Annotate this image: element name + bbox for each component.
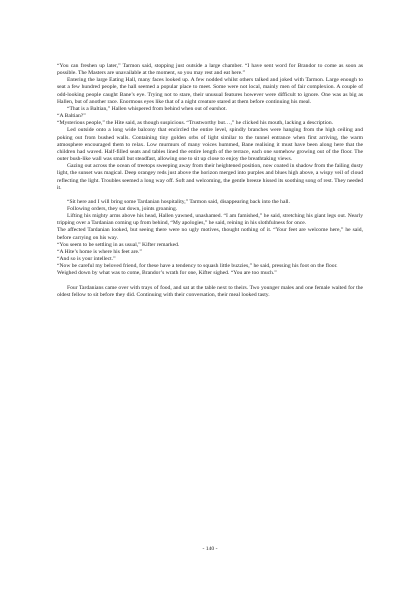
page-number: - 140 - — [202, 546, 218, 552]
paragraph: “Mysterious people,” the Hite said, as though suspicious. “Trustworthy but…,” he clicked his mouth, lacking a description. — [57, 120, 334, 127]
paragraph: Entering the large Eating Hall, many faces looked up. A few nodded whilst others talked and joked with Tarmon. Large enough to seat a few hundred people, the hall seemed a popular place to meet. Some were not local, mainly men of fair complexion. A couple of odd-looking people caught Bane’s eye. Trying not to stare, their unusual features however were difficult to ignore. One was as big as Hallen, but of another race. Enormous eyes like that of a night creature stared at them before continuing his meal. — [57, 77, 363, 105]
paragraph: “A Hite’s home is where his feet are.” — [57, 248, 142, 255]
paragraph: Led outside onto a long wide balcony that encircled the entire level, spindly branches were hanging from the high ceiling and poking out from bushed walls. Containing tiny golden orbs of light similar to the tunnel entrance when first arriving, the warm atmosphere encouraged them to relax. Low murmurs of many voices hummed, Bane realising it must have been along here that the children had waved. Half-filled seats and tables lined the entire length of the terrace, each one somehow growing out of the floor. The outer bush-like wall was small but steadfast, allowing one to sit up close to enjoy the breathtaking views. — [57, 127, 363, 163]
paragraph: “Sit here and I will bring some Tardanian hospitality,” Tarmon said, disappearing back into the hall. — [67, 198, 290, 205]
paragraph: “Now be careful my beloved friend, for these have a tendency to squash little buzzies,” he said, pressing his foot on the floor. — [57, 263, 338, 270]
paragraph: “You can freshen up later,” Tarmon said, stopping just outside a large chamber. “I have sent word for Brandor to come as soon as possible. The Masters are unavailable at the moment, so you may rest and eat here.” — [57, 63, 363, 77]
paragraph: “And so is your intellect.” — [57, 256, 116, 263]
paragraph: The affected Tardanian looked, but seeing there were no ugly motives, thought nothing of it. “Your feet are welcome here,” he said, before carrying on his way. — [57, 227, 363, 241]
paragraph: “That is a Baltian,” Hallen whispered from behind when out of earshot. — [67, 105, 227, 112]
paragraph: Following orders, they sat down, joints groaning. — [67, 205, 178, 212]
body-text — [57, 63, 363, 299]
paragraph: Gazing out across the ocean of treetops sweeping away from their heightened position, now coated in shadow from the failing dusty light, the sunset was magical. Deep orangey reds just above the horizon merged into purples and blues high above, a wispy veil of cloud reflecting the light. Troubles seemed a long way off. Soft and welcoming, the gentle breeze hissed its soothing song of rest. They needed it. — [57, 163, 363, 191]
paragraph: “You seem to be settling in as usual,” Kifter remarked. — [57, 241, 180, 248]
paragraph: Weighed down by what was to come, Brandor’s wrath for one, Kifter sighed. “You are too much.” — [57, 270, 277, 277]
paragraph: Lifting his mighty arms above his head, Hallen yawned, unashamed. “I am famished,” he said, stretching his giant legs out. Nearly tripping over a Tardanian coming up from behind, “My apologies,” he said, reining in his slothfulness for once. — [57, 213, 363, 227]
paragraph: “A Baltian?” — [57, 113, 86, 120]
paragraph: Four Tardanians came over with trays of food, and sat at the table next to theirs. Two younger males and one female waited for the oldest fellow to sit before they did. Continuing with their conversation, their meal looked tasty. — [57, 284, 363, 298]
